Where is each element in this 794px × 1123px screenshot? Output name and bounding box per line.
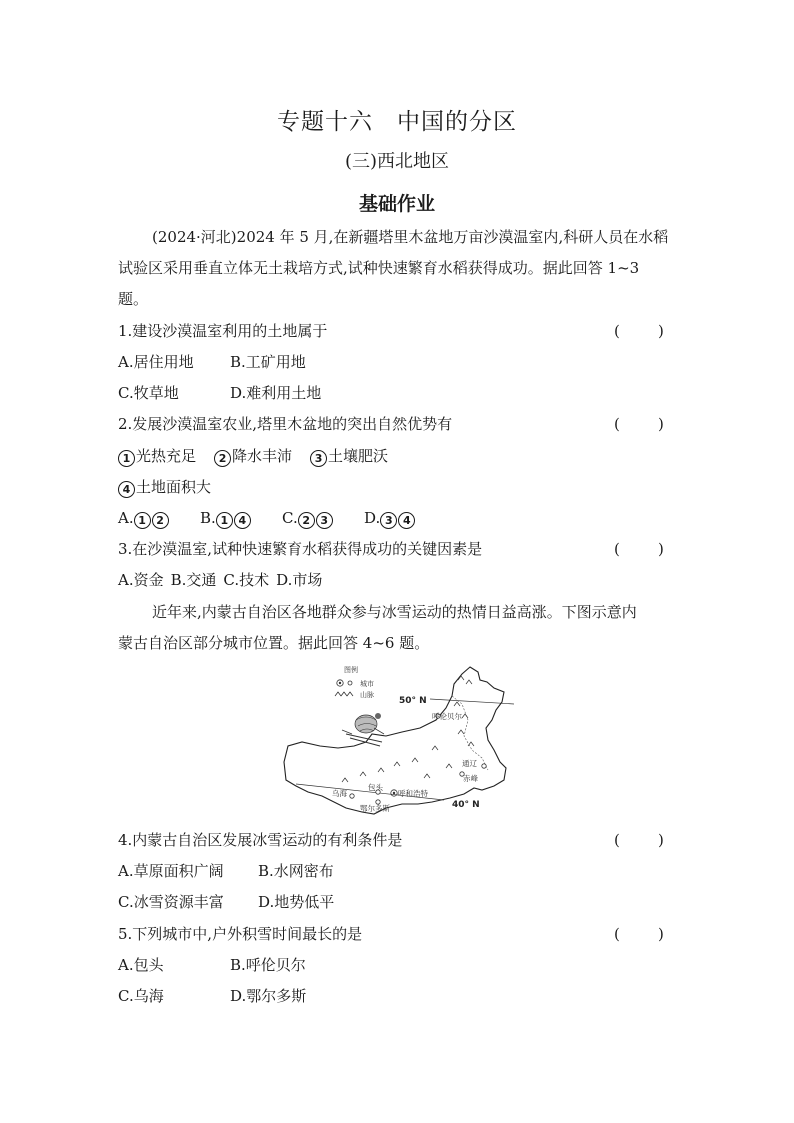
q1-option-c[interactable]: C.牧草地 [118, 384, 179, 402]
q2-stem: 2.发展沙漠温室农业,塔里木盆地的突出自然优势有 [118, 415, 453, 433]
option-letter: B. [200, 509, 216, 527]
q5-options-row2 [118, 986, 678, 1006]
map-legend-title: 图例 [344, 666, 358, 674]
q3-option-d[interactable]: D.市场 [276, 571, 323, 589]
circled-number: 3 [316, 512, 333, 529]
q4-options-row1 [118, 861, 678, 881]
city-label-hohhot: 呼和浩特 [398, 789, 428, 798]
circled-number: 4 [234, 512, 251, 529]
q2-items-row1 [118, 446, 678, 467]
capital-marker-dot-icon [393, 792, 395, 794]
intro1-line2: 试验区采用垂直立体无土栽培方式,试种快速繁育水稻获得成功。据此回答 1~3 [118, 259, 640, 277]
intro2-line1: 近年来,内蒙古自治区各地群众参与冰雪运动的热情日益高涨。下图示意内 [152, 603, 637, 621]
q5-option-c[interactable]: C.乌海 [118, 987, 164, 1005]
q1-stem: 1.建设沙漠温室利用的土地属于 [118, 322, 328, 340]
latitude-40-label: 40° N [452, 800, 480, 810]
skier-illustration-icon [342, 713, 384, 746]
q1-option-a[interactable]: A.居住用地 [118, 353, 194, 371]
q3-answer-blank: ( ) [614, 540, 664, 558]
q4-stem: 4.内蒙古自治区发展冰雪运动的有利条件是 [118, 831, 403, 849]
circled-number: 1 [118, 450, 135, 467]
q2-item-text: 降水丰沛 [232, 447, 293, 465]
q2-item-3 [310, 446, 388, 467]
q3-options [118, 570, 678, 590]
q2-item-4 [118, 477, 211, 498]
circled-number: 3 [380, 512, 397, 529]
q2-item-text: 土壤肥沃 [328, 447, 389, 465]
city-label-baotou: 包头 [368, 783, 383, 792]
city-label-tongliao: 通辽 [462, 759, 477, 768]
region-outline [284, 667, 506, 814]
q1-options-row1 [118, 352, 678, 372]
city-label-hulunbuir: 呼伦贝尔 [432, 712, 462, 721]
city-label-wuhai: 乌海 [332, 789, 347, 798]
legend-capital-dot-icon [339, 682, 341, 684]
intro1-line1: (2024·河北)2024 年 5 月,在新疆塔里木盆地万亩沙漠温室内,科研人员在水稻 [152, 228, 669, 246]
q2-item-text: 光热充足 [136, 447, 197, 465]
circled-number: 3 [310, 450, 327, 467]
page-subtitle: (三)西北地区 [344, 151, 450, 172]
q4-answer-blank: ( ) [614, 831, 664, 849]
q2-answer-blank: ( ) [614, 415, 664, 433]
q2-item-1 [118, 446, 196, 467]
circled-number: 1 [216, 512, 233, 529]
city-marker-icon [350, 794, 354, 798]
legend-mountain-icon [335, 692, 353, 696]
circled-number: 4 [398, 512, 415, 529]
option-letter: A. [118, 509, 134, 527]
q2-item-text: 土地面积大 [136, 478, 212, 496]
map-legend-mountain: 山脉 [360, 691, 374, 699]
q3-option-a[interactable]: A.资金 [118, 571, 164, 589]
circled-number: 1 [134, 512, 151, 529]
q3-stem: 3.在沙漠温室,试种快速繁育水稻获得成功的关键因素是 [118, 540, 483, 558]
circled-number: 2 [298, 512, 315, 529]
intro2-line2: 蒙古自治区部分城市位置。据此回答 4~6 题。 [118, 634, 430, 652]
circled-number: 4 [118, 481, 135, 498]
title-subject: 中国的分区 [397, 109, 517, 135]
q1-option-b[interactable]: B.工矿用地 [230, 353, 306, 371]
circled-number: 2 [152, 512, 169, 529]
q1-option-d[interactable]: D.难利用土地 [230, 384, 322, 402]
q4-options-row2 [118, 892, 678, 912]
option-letter: C. [282, 509, 298, 527]
q3-option-b[interactable]: B.交通 [170, 571, 217, 589]
q5-options-row1 [118, 955, 678, 975]
q2-items-row2 [118, 477, 678, 498]
city-label-chifeng: 赤峰 [463, 774, 478, 783]
q1-options-row2 [118, 383, 678, 403]
q4-option-b[interactable]: B.水网密布 [258, 862, 334, 880]
circled-number: 2 [214, 450, 231, 467]
title-topic: 专题十六 [277, 109, 373, 135]
q2-option-b[interactable] [200, 508, 282, 529]
intro1-line3: 题。 [118, 290, 149, 308]
inner-mongolia-map [282, 662, 516, 820]
option-letter: D. [364, 509, 381, 527]
q5-option-d[interactable]: D.鄂尔多斯 [230, 987, 307, 1005]
q2-item-2 [214, 446, 292, 467]
page-title [0, 103, 794, 136]
section-heading: 基础作业 [358, 193, 435, 215]
q5-option-b[interactable]: B.呼伦贝尔 [230, 956, 306, 974]
legend-city-icon [348, 681, 352, 685]
q5-option-a[interactable]: A.包头 [118, 956, 164, 974]
q2-option-a[interactable] [118, 508, 200, 529]
city-label-ordos: 鄂尔多斯 [360, 804, 390, 813]
q4-option-c[interactable]: C.冰雪资源丰富 [118, 893, 224, 911]
city-marker-icon [482, 764, 486, 768]
q4-option-d[interactable]: D.地势低平 [258, 893, 335, 911]
latitude-50-label: 50° N [399, 696, 427, 706]
map-legend-city: 城市 [360, 680, 374, 688]
q2-options [118, 508, 678, 529]
q5-stem: 5.下列城市中,户外积雪时间最长的是 [118, 925, 363, 943]
q5-answer-blank: ( ) [614, 925, 664, 943]
q3-option-c[interactable]: C.技术 [223, 571, 270, 589]
q2-option-d[interactable] [364, 508, 416, 529]
q4-option-a[interactable]: A.草原面积广阔 [118, 862, 224, 880]
q1-answer-blank: ( ) [614, 322, 664, 340]
q2-option-c[interactable] [282, 508, 364, 529]
